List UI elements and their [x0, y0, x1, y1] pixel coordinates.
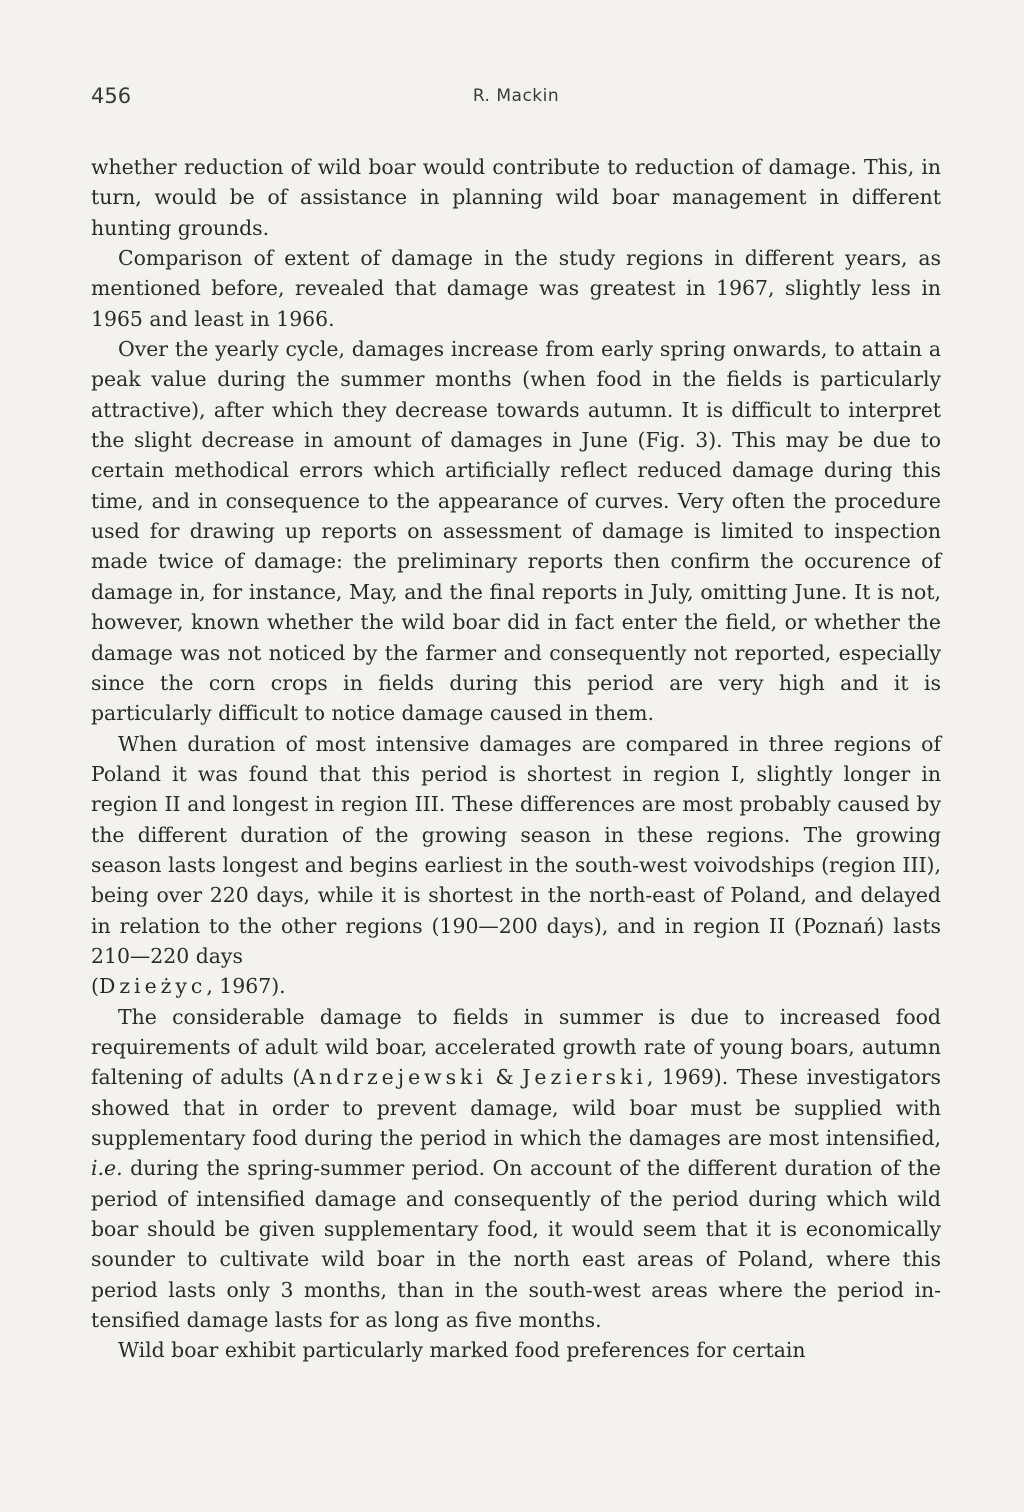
- paragraph-6: Wild boar exhibit particularly marked food preferences for certain: [118, 1338, 806, 1363]
- paragraph-5-text-start: The considerable damage to fields in summer is due to increased food requirements of adult wild boar, accelerated growth rate of young boars, autumn faltening of adults (: [91, 1004, 941, 1090]
- paragraph-4: [91, 729, 941, 1002]
- page-number: 456: [91, 84, 132, 108]
- citation-author-dziezyc: Dzieżyc: [98, 974, 207, 999]
- journal-page: [91, 80, 941, 1366]
- paragraph-5: [91, 1002, 941, 1336]
- paragraph-1: whether reduction of wild boar would contribute to reduction of damage. This, in turn, would be of assistance in planning wild boar management in different hunting grounds.: [91, 155, 941, 240]
- citation-open-paren: (: [91, 974, 99, 999]
- paragraph-3: Over the yearly cycle, damages increase from early spring onwards, to attain a peak value during the summer months (when food in the fields is particularly attractive), after which they decrease towards autumn. It is difficult to interpret the slight decrease in amount of damages in June (Fig. 3). This may be due to certain methodical errors which artificially reflect reduced damage during this time, and in consequence to the appearance of curves. Very often the procedure used for drawing up reports on assessment of damage is limited to inspection made twice of damage: the preliminary reports then confirm the occurence of damage in, for instance, May, and the final reports in July, omitting June. It is not, however, known whether the wild boar did in fact enter the field, or whether the damage was not noticed by the farmer and consequently not reported, especially since the corn crops in fields during this period are very high and it is particularly difficult to notice damage caused in them.: [91, 337, 941, 726]
- body-text: [91, 152, 941, 1366]
- citation-author-andrzejewski: Andrzejewski: [300, 1065, 487, 1090]
- page-header: [91, 80, 941, 120]
- running-head: R. Mackin: [472, 86, 560, 106]
- paragraph-2: Comparison of extent of damage in the study regions in different years, as mentioned before, revealed that damage was greatest in 1967, slightly less in 1965 and least in 1966.: [91, 246, 941, 331]
- citation-author-jezierski: Jezierski: [522, 1065, 647, 1090]
- citation-year-1967: , 1967).: [206, 974, 286, 999]
- citation-ampersand: &: [486, 1065, 523, 1090]
- abbreviation-ie: i.e.: [91, 1156, 123, 1181]
- paragraph-4-text: When duration of most intensive damages are compared in three regions of Poland it was found that this period is shortest in region I, slightly longer in region II and longest in region III. These differences are most probably caused by the different duration of the growing season in these regions. The growing season lasts longest and begins earliest in the south-west voivodships (region III), being over 220 days, while it is shortest in the north-east of Poland, and delayed in relation to the other regions (190—200 days), and in region II (Poznań) lasts 210—220 days: [91, 731, 941, 968]
- paragraph-5-text-middle: , 1969). These investigators showed that in order to prevent damage, wild boar must be supplied with supplementary food during the period in which the damages are most intensified,: [91, 1065, 941, 1150]
- paragraph-5-text-end: during the spring-summer period. On account of the different duration of the period of intensified damage and consequently of the period during which wild boar should be given supplementary food, it would seem that it is economically sounder to cultivate wild boar in the north east areas of Poland, where this period lasts only 3 months, than in the south-west areas where the period intensified damage lasts for as long as five months.: [91, 1156, 941, 1333]
